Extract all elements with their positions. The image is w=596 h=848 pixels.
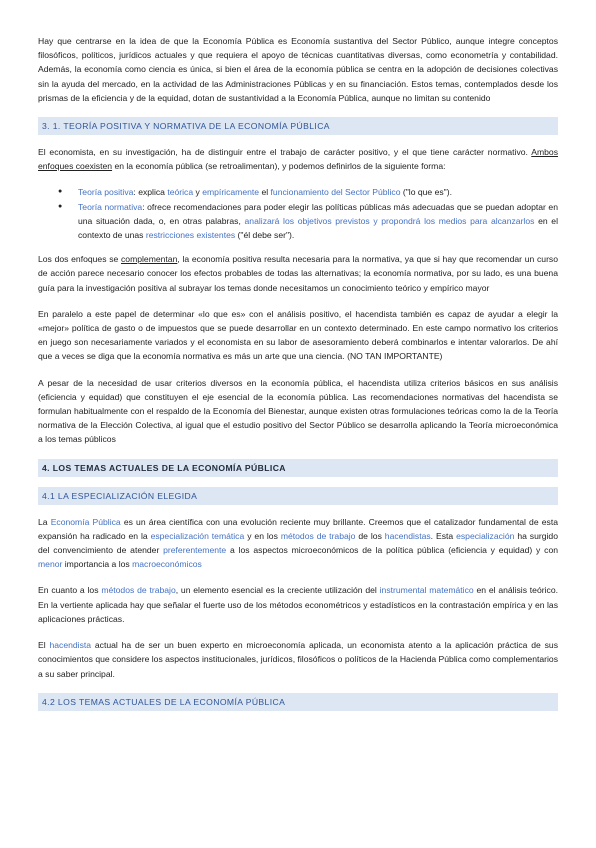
bullet-list bbox=[38, 185, 558, 242]
subsection-heading-4-2: 4.2 LOS TEMAS ACTUALES DE LA ECONOMÍA PÚBLICA bbox=[38, 693, 558, 711]
list-item-positive-theory: ● Teoría positiva: explica teórica y empíricamente el funcionamiento del Sector Público ("lo que es"). bbox=[78, 185, 558, 199]
sec3-paragraph-4: A pesar de la necesidad de usar criterios diversos en la economía pública, el hacendista utiliza criterios básicos en sus análisis (eficiencia y equidad) que constituyen el eje esencial de la economía pública. Las recomendaciones normativas del hacendista se formulan habitualmente con el respaldo de la Economía del Bienestar, aunque existen otras formulaciones teóricas como la de la Teoría normativa de la Elección Colectiva, al igual que el estudio positivo del Sector Público se desarrolla aplicando la Teoría microeconómica a los temas públicos bbox=[38, 377, 558, 445]
sec4-paragraph-1: La Economía Pública es un área científica con una evolución reciente muy brillante. Creemos que el catalizador fundamental de esta expansión ha radicado en la especialización temática y en los métodos de trabajo de los hacendistas. Esta especialización ha surgido del convencimiento de atender preferentemente a los aspectos microeconómicos de la política pública (eficiencia y equidad) y con menor importancia a los macroeconómicos bbox=[38, 516, 559, 570]
sec4-paragraph-3: El hacendista actual ha de ser un buen experto en microeconomía aplicada, un economista atento a la aplicación práctica de sus conocimientos que considere los aspectos institucionales, jurídicos, filosóficos o políticos de la Hacienda Pública como complementarios a su saber principal. bbox=[38, 640, 559, 679]
sec3-paragraph-3: En paralelo a este papel de determinar «lo que es» con el análisis positivo, el hacendista también es capaz de ayudar a elegir la «mejor» política de gasto o de impuestos que se puede desarrollar en un contexto determinado. En este campo normativo los criterios en juego son necesariamente variados y el economista en su labor de asesoramiento deberá combinarlos e intentar valorarlos. De ahí que a veces se diga que la economía normativa es más un arte que una ciencia. (NO TAN IMPORTANTE) bbox=[38, 308, 558, 362]
section-heading-4: 4. LOS TEMAS ACTUALES DE LA ECONOMÍA PÚBLICA bbox=[38, 459, 558, 477]
sec4-paragraph-2: En cuanto a los métodos de trabajo, un elemento esencial es la creciente utilización del instrumental matemático en el análisis teórico. En la vertiente aplicada hay que señalar el fuerte uso de los métodos econométricos y estadísticos en la contrastación empírica y en las aplicaciones prácticas. bbox=[38, 585, 558, 624]
subsection-heading-4-1: 4.1 LA ESPECIALIZACIÓN ELEGIDA bbox=[38, 487, 558, 505]
intro-paragraph: Hay que centrarse en la idea de que la Economía Pública es Economía sustantiva del Sector Público, aunque integre conceptos filosóficos, políticos, jurídicos actuales y que requiera el apoyo de técnicas cuantitativas diversas, como econometría y contabilidad. Además, la economía como ciencia es única, si bien el área de la economía pública se centra en la adopción de decisiones colectivas sin la ayuda del mercado, en la actividad de las Administraciones Públicas y en su financiación. Estos temas, contemplados desde los prismas de la eficiencia y de la equidad, dotan de sustantividad a la Economía Pública, aunque no limitan su contenido bbox=[38, 36, 558, 103]
sec3-paragraph-2: Los dos enfoques se complementan, la economía positiva resulta necesaria para la normativa, ya que si hay que recomendar un curso de acción parece necesario conocer los efectos probables de todas las alternativas; la economía normativa, por su lado, es una buena guía para la investigación positiva al subrayar los temas donde necesitamos un conocimiento teórico y empírico mayor bbox=[38, 254, 559, 293]
section-heading-3-1: 3. 1. TEORÍA POSITIVA Y NORMATIVA DE LA ECONOMÍA PÚBLICA bbox=[38, 117, 558, 135]
sec3-paragraph-1: El economista, en su investigación, ha de distinguir entre el trabajo de carácter positivo, y el que tiene carácter normativo. Ambos enfoques coexisten en la economía pública (se retroalimentan), y podemos definirlos de la siguiente forma: bbox=[38, 147, 558, 172]
list-item-normative-theory: ● Teoría normativa: ofrece recomendaciones para poder elegir las políticas públicas más adecuadas que se puedan adoptar en una situación dada, o, en otras palabras, analizará los objetivos previstos y propondrá los medios para alcanzarlos en el contexto de unas restricciones existentes ("él debe ser"). bbox=[78, 200, 558, 243]
